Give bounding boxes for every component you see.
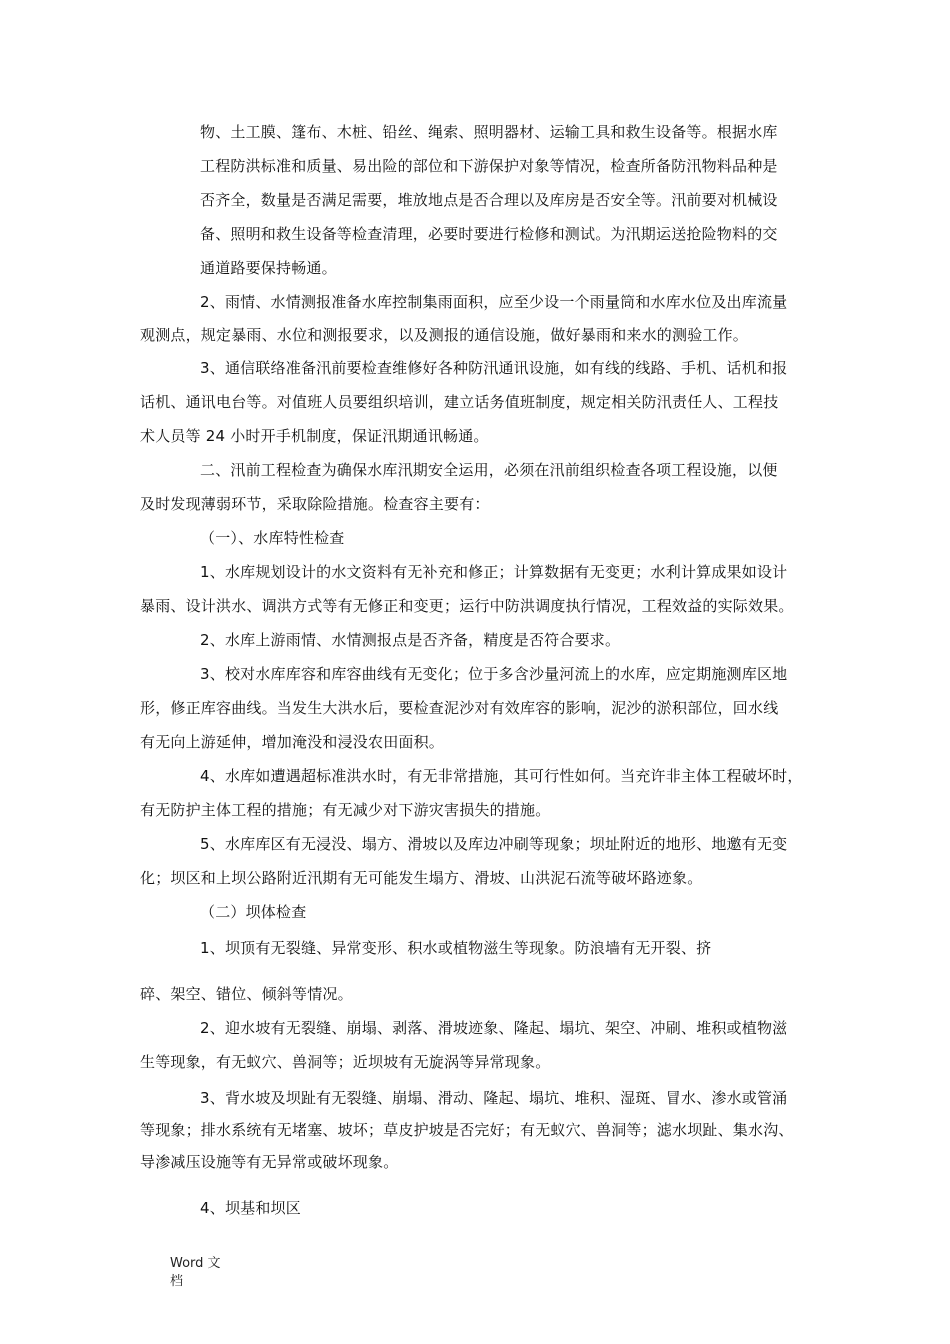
subsection-heading: （二）坝体检查: [200, 903, 307, 921]
text-line: 2、迎水坡有无裂缝、崩塌、剥落、滑坡迹象、隆起、塌坑、架空、冲刷、堆积或植物滋: [200, 1019, 788, 1037]
subsection-heading: （一）、水库特性检查: [200, 529, 345, 547]
text-line: 术人员等 24 小时开手机制度，保证汛期通讯畅通。: [140, 427, 489, 445]
text-line: 观测点，规定暴雨、水位和测报要求，以及测报的通信设施，做好暴雨和来水的测验工作。: [140, 326, 749, 344]
text-line: 否齐全，数量是否满足需要，堆放地点是否合理以及库房是否安全等。汛前要对机械设: [200, 191, 778, 209]
text-line: 2、水库上游雨情、水情测报点是否齐备，精度是否符合要求。: [200, 631, 621, 649]
text-line: 3、通信联络准备汛前要检查维修好各种防汛通讯设施，如有线的线路、手机、话机和报: [200, 359, 788, 377]
text-line: 物、土工膜、篷布、木桩、铅丝、绳索、照明器材、运输工具和救生设备等。根据水库: [200, 123, 778, 141]
text-line: 化；坝区和上坝公路附近汛期有无可能发生塌方、滑坡、山洪泥石流等破坏路迹象。: [140, 869, 703, 887]
text-line: 3、校对水库库容和库容曲线有无变化；位于多含沙量河流上的水库，应定期施测库区地: [200, 665, 788, 683]
text-line: 及时发现薄弱环节，采取除险措施。检查容主要有：: [140, 495, 490, 513]
section-heading: 二、汛前工程检查为确保水库汛期安全运用，必须在汛前组织检查各项工程设施，以便: [200, 461, 778, 479]
text-line: 通道路要保持畅通。: [200, 259, 337, 277]
text-line: 有无防护主体工程的措施；有无减少对下游灾害损失的措施。: [140, 801, 551, 819]
text-line: 2、雨情、水情测报准备水库控制集雨面积，应至少设一个雨量筒和水库水位及出库流量: [200, 293, 788, 311]
text-line: 暴雨、设计洪水、调洪方式等有无修正和变更；运行中防洪调度执行情况，工程效益的实际效果。: [140, 597, 794, 615]
footer-line: Word 文: [170, 1256, 221, 1271]
text-line: 工程防洪标准和质量、易出险的部位和下游保护对象等情况，检查所备防汛物料品种是: [200, 157, 778, 175]
text-line: 备、照明和救生设备等检查清理，必要时要进行检修和测试。为汛期运送抢险物料的交: [200, 225, 778, 243]
text-line: 形，修正库容曲线。当发生大洪水后，要检查泥沙对有效库容的影响，泥沙的淤积部位，回水线: [140, 699, 779, 717]
page-footer: [170, 1255, 230, 1291]
text-line: 1、水库规划设计的水文资料有无补充和修正；计算数据有无变更；水利计算成果如设计: [200, 563, 788, 581]
text-line: 有无向上游延伸，增加淹没和浸没农田面积。: [140, 733, 445, 751]
text-line: 3、背水坡及坝趾有无裂缝、崩塌、滑动、隆起、塌坑、堆积、湿斑、冒水、渗水或管涌: [200, 1089, 788, 1107]
text-line: 5、水库库区有无浸没、塌方、滑坡以及库边冲刷等现象；坝址附近的地形、地邀有无变: [200, 835, 788, 853]
text-line: 生等现象，有无蚁穴、兽洞等；近坝坡有无旋涡等异常现象。: [140, 1053, 551, 1071]
text-line: 等现象；排水系统有无堵塞、坡坏；草皮护坡是否完好；有无蚁穴、兽洞等；滤水坝趾、集水沟、: [140, 1121, 794, 1139]
text-line: 话机、通讯电台等。对值班人员要组织培训，建立话务值班制度，规定相关防汛责任人、工程技: [140, 393, 779, 411]
text-line: 导渗减压设施等有无异常或破坏现象。: [140, 1153, 399, 1171]
footer-line: 档: [170, 1274, 184, 1289]
text-line: 4、水库如遭遇超标准洪水时，有无非常措施，其可行性如何。当充许非主体工程破坏时，: [200, 767, 803, 785]
text-line: 4、坝基和坝区: [200, 1199, 301, 1217]
text-line: 1、坝顶有无裂缝、异常变形、积水或植物滋生等现象。防浪墙有无开裂、挤: [200, 939, 712, 957]
text-line: 碎、架空、错位、倾斜等情况。: [140, 985, 353, 1003]
